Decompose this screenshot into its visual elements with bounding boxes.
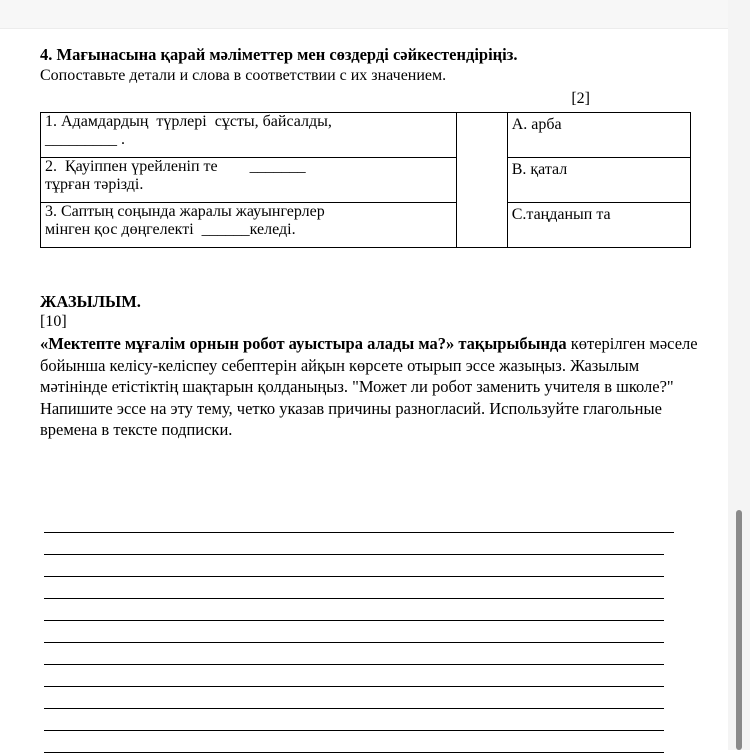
writing-prompt bbox=[40, 333, 700, 441]
prompt-body: көтерілген мәселе бойынша келісу-келіспеу себептерін айқын көрсете отырып эссе жазыңыз. Жазылым мәтінінде етістіктің шақтарын қолданыңыз. "Может ли робот заменить учителя в школе?" Напишите эссе на эту тему, четко указав причины разногласий. Используйте глагольные времена в тексте подписки. bbox=[40, 334, 698, 439]
answer-line[interactable] bbox=[44, 665, 664, 687]
task-score: [2] bbox=[571, 90, 590, 107]
left-cell bbox=[41, 203, 457, 248]
left-line: 2. Қауіппен үрейленіп те _______ bbox=[45, 158, 306, 175]
answer-line[interactable] bbox=[44, 621, 664, 643]
answer-line[interactable] bbox=[44, 511, 674, 533]
right-cell: B. қатал bbox=[507, 158, 690, 203]
matching-table bbox=[40, 112, 691, 248]
scrollbar-thumb[interactable] bbox=[736, 510, 742, 750]
answer-column bbox=[457, 113, 508, 248]
answer-line[interactable] bbox=[44, 709, 664, 731]
answer-line[interactable] bbox=[44, 533, 664, 555]
table-row bbox=[41, 203, 691, 248]
left-line: мінген қос дөңгелекті ______келеді. bbox=[45, 221, 296, 238]
answer-line[interactable] bbox=[44, 577, 664, 599]
prompt-lead: «Мектепте мұғалім орнын робот ауыстыра алады ма?» тақырыбында bbox=[40, 334, 567, 353]
answer-line[interactable] bbox=[44, 643, 664, 665]
answer-line[interactable] bbox=[44, 687, 664, 709]
right-cell: C.таңданып та bbox=[507, 203, 690, 248]
table-row bbox=[41, 113, 691, 158]
left-cell bbox=[41, 158, 457, 203]
answer-line[interactable] bbox=[44, 599, 664, 621]
left-line: тұрған тәрізді. bbox=[45, 176, 144, 193]
writing-score: [10] bbox=[40, 313, 67, 330]
right-cell: A. арба bbox=[507, 113, 690, 158]
task-subtitle: Сопоставьте детали и слова в соответствии с их значением. bbox=[40, 67, 447, 84]
left-line: _________ . bbox=[45, 131, 125, 148]
writing-heading: ЖАЗЫЛЫМ. bbox=[40, 292, 141, 311]
worksheet-page bbox=[40, 44, 700, 441]
left-line: 1. Адамдардың түрлері сұсты, байсалды, bbox=[45, 113, 332, 130]
top-toolbar-band bbox=[0, 0, 750, 29]
left-line: 3. Саптың соңында жаралы жауынгерлер bbox=[45, 203, 325, 220]
answer-lines[interactable] bbox=[44, 511, 674, 753]
left-cell bbox=[41, 113, 457, 158]
answer-line[interactable] bbox=[44, 555, 664, 577]
table-row bbox=[41, 158, 691, 203]
task-title: 4. Мағынасына қарай мәліметтер мен сөздерді сәйкестендіріңіз. bbox=[40, 45, 518, 64]
